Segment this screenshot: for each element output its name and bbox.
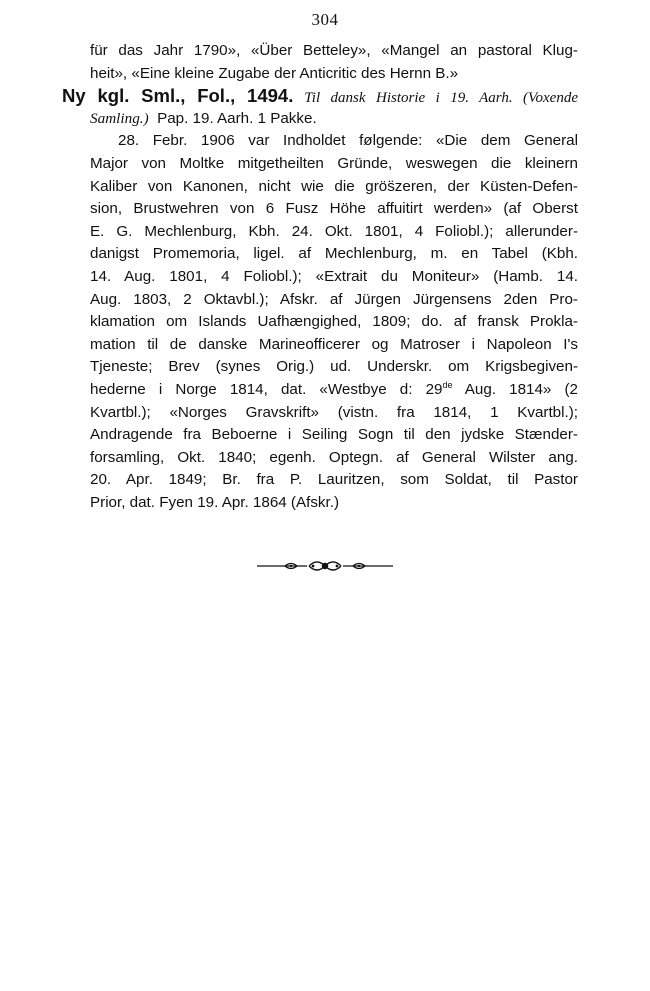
text-fragment: hederne i Norge 1814, dat. «Westbye d: 29	[90, 380, 443, 398]
catalog-entry	[62, 40, 578, 514]
text-line: klamation om Islands Uafhængighed, 1809; do. af fransk Prokla-	[90, 313, 578, 331]
text-line: Tjeneste; Brev (synes Orig.) ud. Underskr. om Krigsbegiven-	[90, 358, 578, 376]
entry-extent: Pap. 19. Aarh. 1 Pakke.	[157, 109, 317, 127]
text-fragment: Aug. 1814» (2	[452, 380, 578, 398]
text-line: 20. Apr. 1849; Br. fra P. Lauritzen, som Soldat, til Pastor	[90, 471, 578, 489]
page-number: 304	[311, 10, 339, 29]
text-line: 14. Aug. 1801, 4 Foliobl.); «Extrait du Moniteur» (Hamb. 14.	[90, 267, 578, 285]
entry-heading	[62, 85, 578, 108]
text-line: für das Jahr 1790», «Über Betteley», «Mangel an pastoral Klug-	[90, 42, 578, 59]
text-line: 28. Febr. 1906 var Indholdet følgende: «Die dem General	[118, 132, 578, 150]
entry-title-continued: Samling.)	[90, 109, 149, 127]
text-line: Kvartbl.); «Norges Gravskrift» (vistn. fra 1814, 1 Kvartbl.);	[90, 403, 578, 421]
text-line: sion, Brustwehren von 6 Fusz Höhe affuitirt werden» (af Oberst	[90, 200, 578, 218]
superscript: de	[442, 379, 453, 390]
text-line: heit», «Eine kleine Zugabe der Anticritic des Hernn B.»	[90, 64, 459, 82]
shelfmark: Ny kgl. Sml., Fol., 1494.	[62, 85, 294, 107]
text-line: mation til de danske Marineofficerer og Matroser i Napoleon I's	[90, 335, 578, 353]
heading-continuation	[90, 108, 578, 131]
text-line: Aug. 1803, 2 Oktavbl.); Afskr. af Jürgen Jürgensens 2den Pro-	[90, 290, 578, 308]
text-line: Prior, dat. Fyen 19. Apr. 1864 (Afskr.)	[90, 493, 340, 511]
text-line: Kaliber von Kanonen, nicht wie die grös̈zeren, der Küsten-Defen-	[90, 177, 578, 195]
text-line: E. G. Mechlenburg, Kbh. 24. Okt. 1801, 4 Foliobl.); allerunder-	[90, 222, 578, 240]
text-line: danigst Promemoria, ligel. af Mechlenburg, m. en Tabel (Kbh.	[90, 245, 578, 263]
text-line: Major von Moltke mitgetheilten Gründe, weswegen die kleinern	[90, 154, 578, 172]
text-line-westbye	[90, 379, 578, 402]
text-line: forsamling, Okt. 1840; egenh. Optegn. af General Wilster ang.	[90, 448, 578, 466]
typographic-ornament-icon	[255, 556, 395, 576]
text-line: Andragende fra Beboerne i Seiling Sogn til den jydske Stænder-	[90, 426, 578, 444]
entry-title: Til dansk Historie i 19. Aarh. (Voxende	[304, 90, 578, 107]
